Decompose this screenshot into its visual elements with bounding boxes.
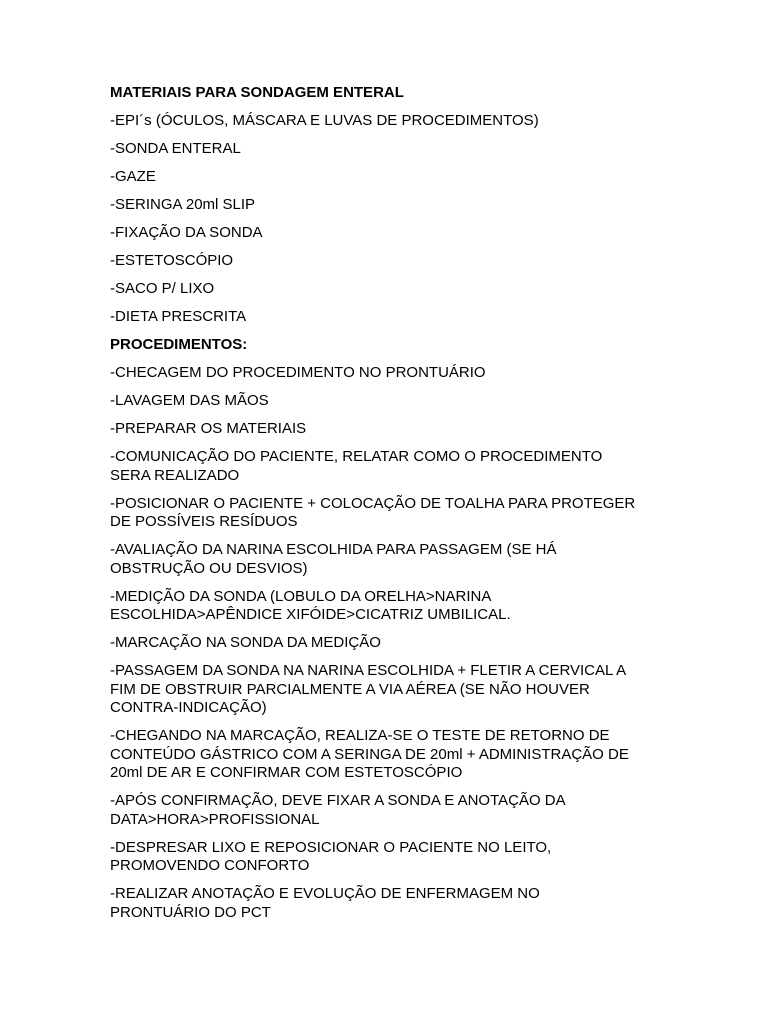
procedure-item (110, 588, 670, 625)
material-item: -FIXAÇÃO DA SONDA (110, 224, 263, 241)
procedure-item-line: PROMOVENDO CONFORTO (110, 857, 310, 874)
procedure-item-line: -APÓS CONFIRMAÇÃO, DEVE FIXAR A SONDA E ANOTAÇÃO DA (110, 792, 566, 809)
procedure-item-line: -COMUNICAÇÃO DO PACIENTE, RELATAR COMO O PROCEDIMENTO (110, 448, 603, 465)
procedure-item-line: SERA REALIZADO (110, 466, 240, 484)
procedure-item-line: -DESPRESAR LIXO E REPOSICIONAR O PACIENTE NO LEITO, (110, 838, 552, 856)
procedure-item (110, 541, 670, 578)
procedure-item (110, 448, 670, 485)
procedure-item-line: OBSTRUÇÃO OU DESVIOS) (110, 559, 308, 577)
material-item: -SACO P/ LIXO (110, 280, 215, 297)
procedure-item-line: -POSICIONAR O PACIENTE + COLOCAÇÃO DE TOALHA PARA PROTEGER (110, 494, 636, 512)
procedure-item-line: -REALIZAR ANOTAÇÃO E EVOLUÇÃO DE ENFERMAGEM NO (110, 885, 540, 902)
procedure-item: -LAVAGEM DAS MÃOS (110, 392, 269, 409)
procedure-item-line: -AVALIAÇÃO DA NARINA ESCOLHIDA PARA PASSAGEM (SE HÁ (110, 541, 557, 558)
procedures-heading: PROCEDIMENTOS: (110, 336, 248, 353)
material-item: -SERINGA 20ml SLIP (110, 196, 256, 213)
procedure-item: -MARCAÇÃO NA SONDA DA MEDIÇÃO (110, 634, 381, 651)
material-item: -SONDA ENTERAL (110, 140, 241, 157)
procedure-item-line: CONTRA-INDICAÇÃO) (110, 699, 267, 716)
procedure-item (110, 885, 670, 922)
procedure-item: -PREPARAR OS MATERIAIS (110, 420, 307, 437)
materials-list (110, 112, 670, 327)
procedure-item-line: -MEDIÇÃO DA SONDA (LOBULO DA ORELHA>NARINA (110, 587, 492, 605)
procedure-item-line: DATA>HORA>PROFISSIONAL (110, 810, 320, 828)
procedure-item-line: CONTEÚDO GÁSTRICO COM A SERINGA DE 20ml + ADMINISTRAÇÃO DE (110, 745, 629, 763)
procedure-item (110, 662, 670, 718)
material-item: -DIETA PRESCRITA (110, 308, 247, 325)
procedure-item (110, 495, 670, 532)
material-item: -GAZE (110, 168, 156, 185)
procedure-item-line: PRONTUÁRIO DO PCT (110, 903, 271, 921)
procedure-item-line: FIM DE OBSTRUIR PARCIALMENTE A VIA AÉREA (SE NÃO HOUVER (110, 680, 590, 698)
procedure-item-line: DE POSSÍVEIS RESÍDUOS (110, 513, 298, 530)
document-page (110, 84, 670, 932)
procedure-item-line: -PASSAGEM DA SONDA NA NARINA ESCOLHIDA + FLETIR A CERVICAL A (110, 662, 627, 679)
procedure-item (110, 792, 670, 829)
procedure-item (110, 839, 670, 876)
procedure-item-line: ESCOLHIDA>APÊNDICE XIFÓIDE>CICATRIZ UMBILICAL. (110, 606, 511, 623)
procedure-item (110, 727, 670, 783)
procedures-list (110, 364, 670, 922)
procedure-item-line: -CHEGANDO NA MARCAÇÃO, REALIZA-SE O TESTE DE RETORNO DE (110, 727, 610, 744)
procedure-item-line: 20ml DE AR E CONFIRMAR COM ESTETOSCÓPIO (110, 764, 463, 781)
materials-heading: MATERIAIS PARA SONDAGEM ENTERAL (110, 84, 404, 101)
material-item: -EPI´s (ÓCULOS, MÁSCARA E LUVAS DE PROCEDIMENTOS) (110, 112, 539, 129)
material-item: -ESTETOSCÓPIO (110, 252, 234, 269)
procedure-item: -CHECAGEM DO PROCEDIMENTO NO PRONTUÁRIO (110, 364, 486, 381)
